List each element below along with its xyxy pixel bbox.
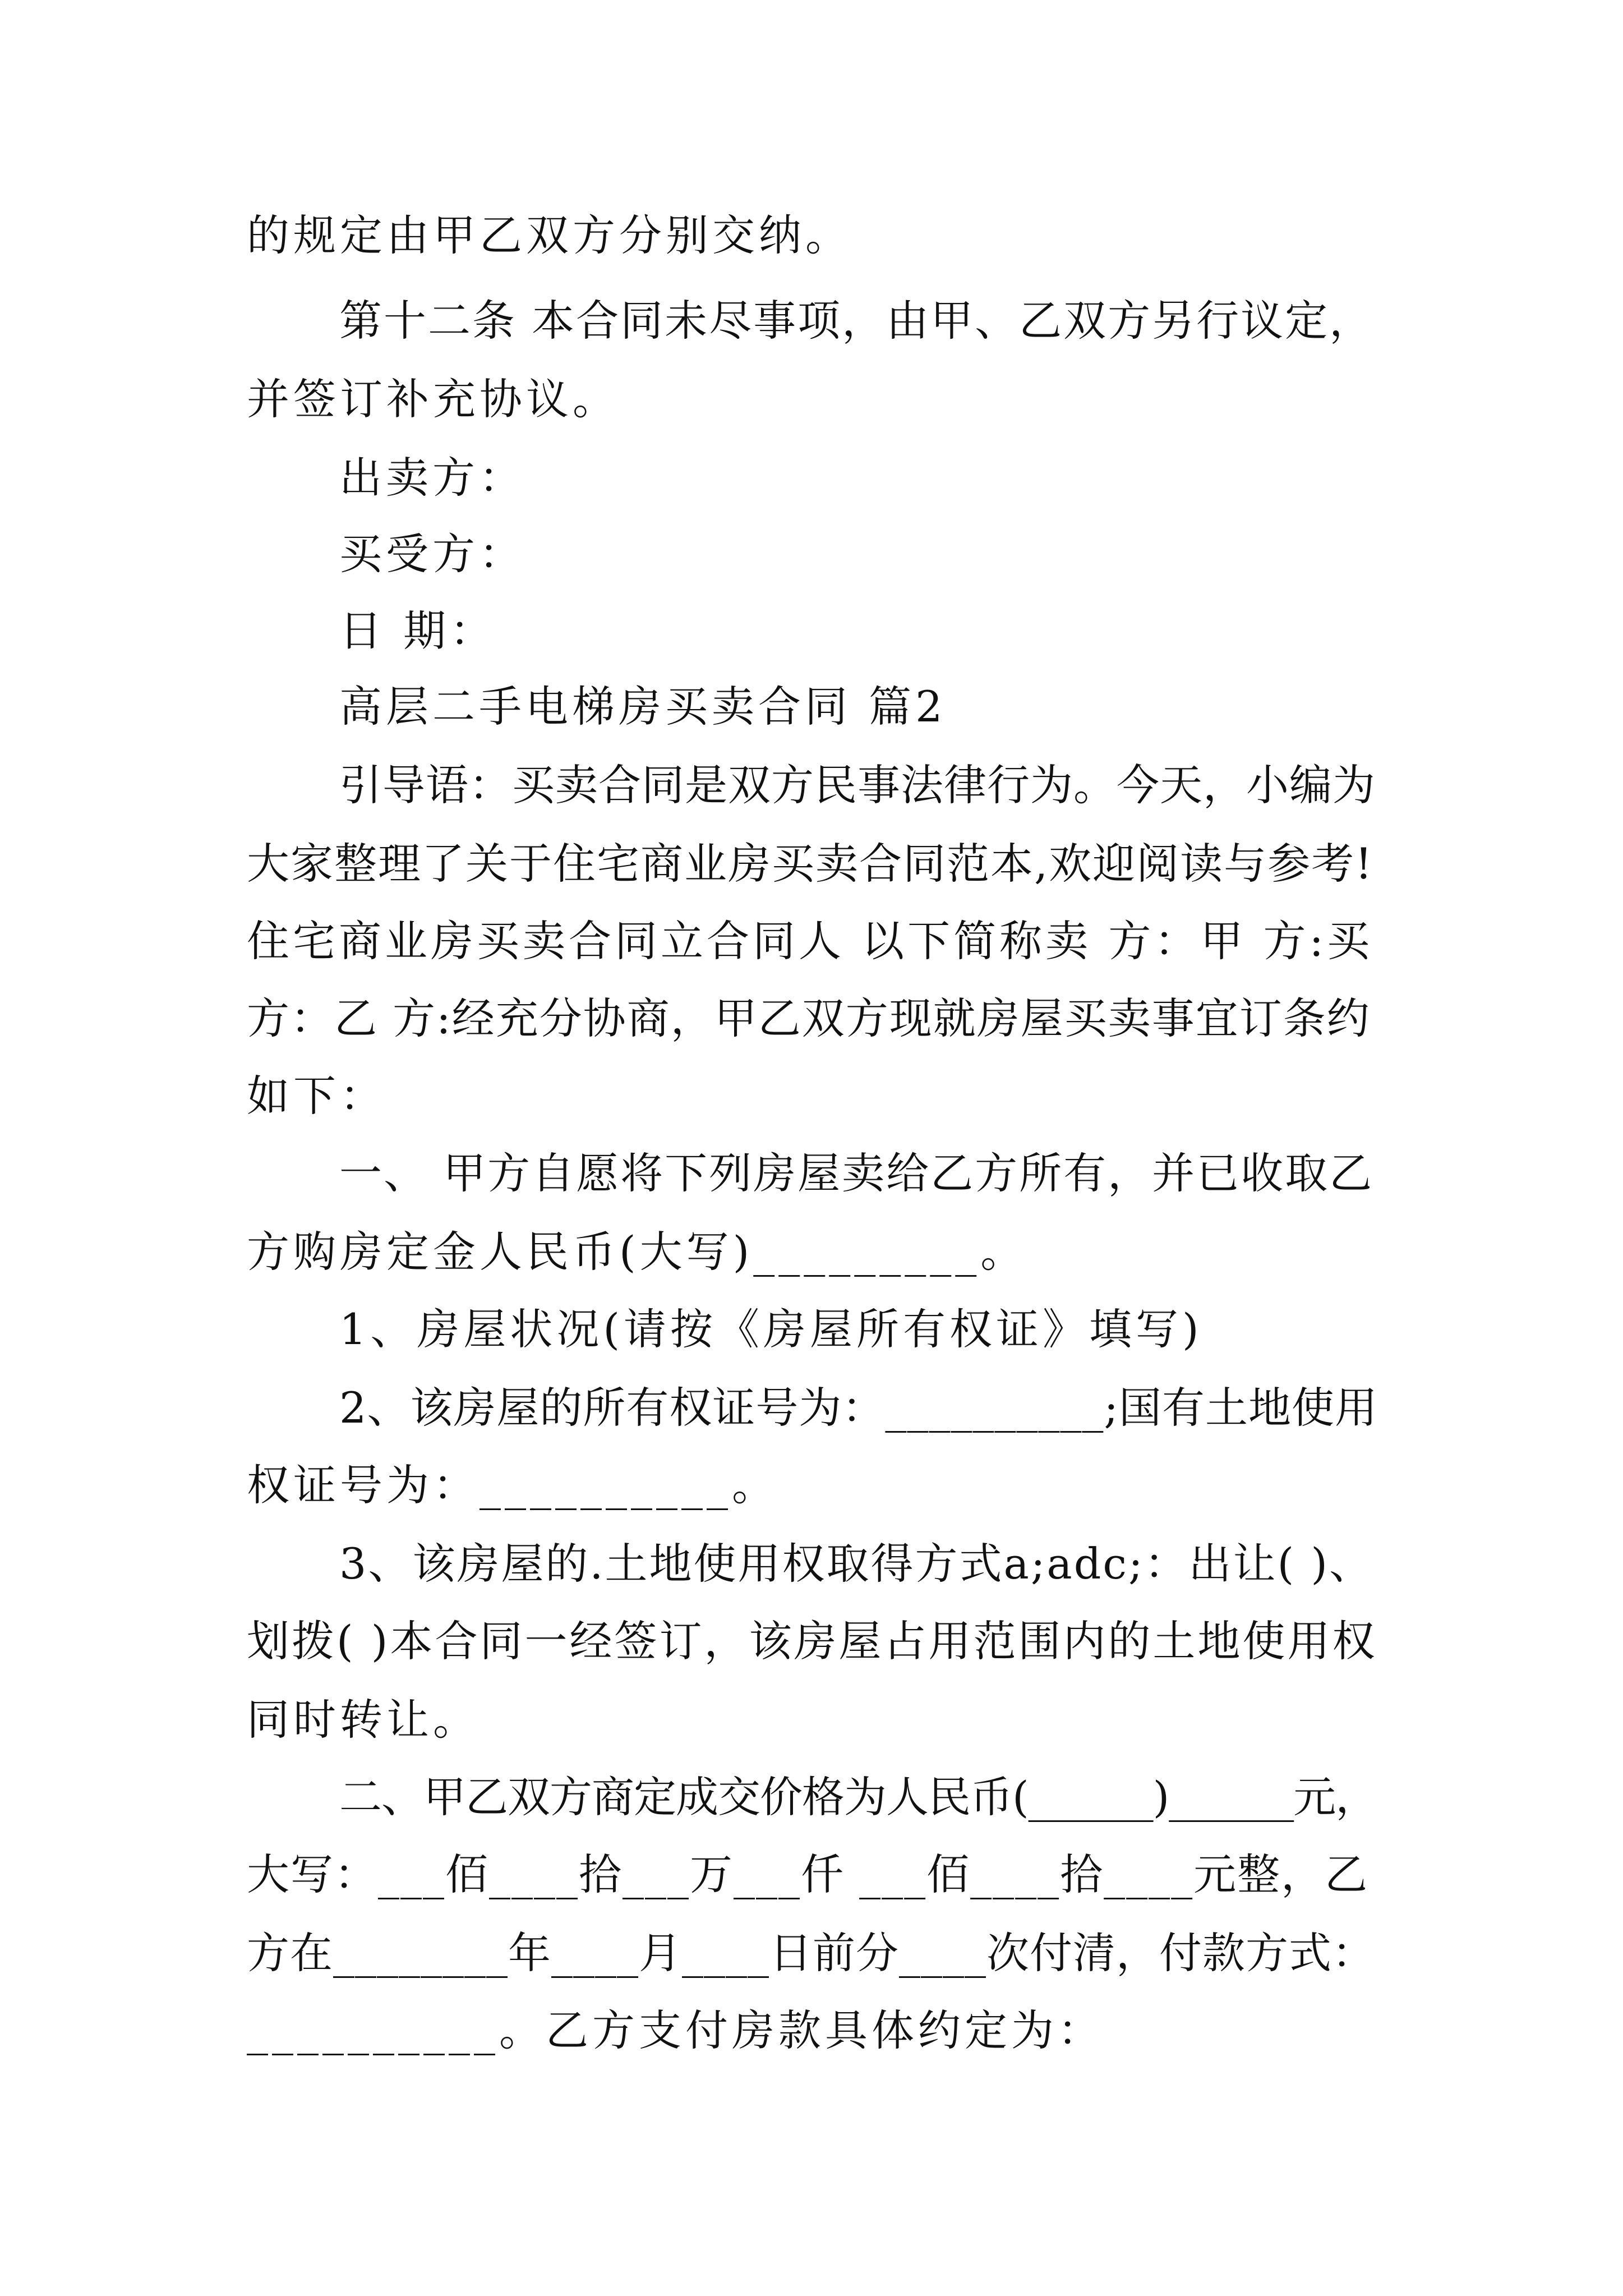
seller-signature-label: 出卖方： <box>339 453 525 503</box>
text-line: 方购房定金人民币(大写)_________。 <box>247 1227 1027 1277</box>
item-2: 2、该房屋的所有权证号为：__________;国有土地使用 <box>339 1383 1378 1433</box>
section-heading: 高层二手电梯房买卖合同 篇2 <box>339 682 947 731</box>
text-line: 大写：___佰____拾___万___仟 ___佰____拾____元整，乙 <box>247 1849 1369 1899</box>
buyer-signature-label: 买受方： <box>339 529 525 579</box>
text-line: 如下： <box>247 1071 386 1121</box>
clause-2: 二、甲乙双方商定成交价格为人民币(______)______元， <box>339 1772 1378 1822</box>
intro-paragraph: 引导语：买卖合同是双方民事法律行为。今天，小编为 <box>339 760 1376 810</box>
text-line: __________。乙方支付房款具体约定为： <box>247 2005 1104 2055</box>
text-line: 权证号为：__________。 <box>247 1460 778 1510</box>
date-label: 日 期： <box>339 606 497 656</box>
text-line: 并签订补充协议。 <box>247 374 619 424</box>
item-3: 3、该房屋的.土地使用权取得方式a;adc;：出让( )、 <box>339 1539 1374 1589</box>
clause-12: 第十二条 本合同未尽事项，由甲、乙双方另行议定， <box>339 296 1374 346</box>
text-line: 方：乙 方:经充分协商，甲乙双方现就房屋买卖事宜订条约 <box>247 993 1371 1043</box>
text-line: 同时转让。 <box>247 1695 479 1745</box>
text-line: 住宅商业房买卖合同立合同人 以下简称卖 方：甲 方:买 <box>247 916 1373 966</box>
item-1: 1、房屋状况(请按《房屋所有权证》填写) <box>339 1304 1203 1354</box>
text-line: 划拨( )本合同一经签订，该房屋占用范围内的土地使用权 <box>247 1616 1377 1666</box>
clause-1: 一、 甲方自愿将下列房屋卖给乙方所有，并已收取乙 <box>339 1148 1374 1198</box>
text-line: 方在________年____月____日前分____次付清，付款方式： <box>247 1928 1375 1978</box>
text-line: 大家整理了关于住宅商业房买卖合同范本,欢迎阅读与参考! <box>247 839 1373 889</box>
text-line: 的规定由甲乙双方分别交纳。 <box>247 210 852 260</box>
